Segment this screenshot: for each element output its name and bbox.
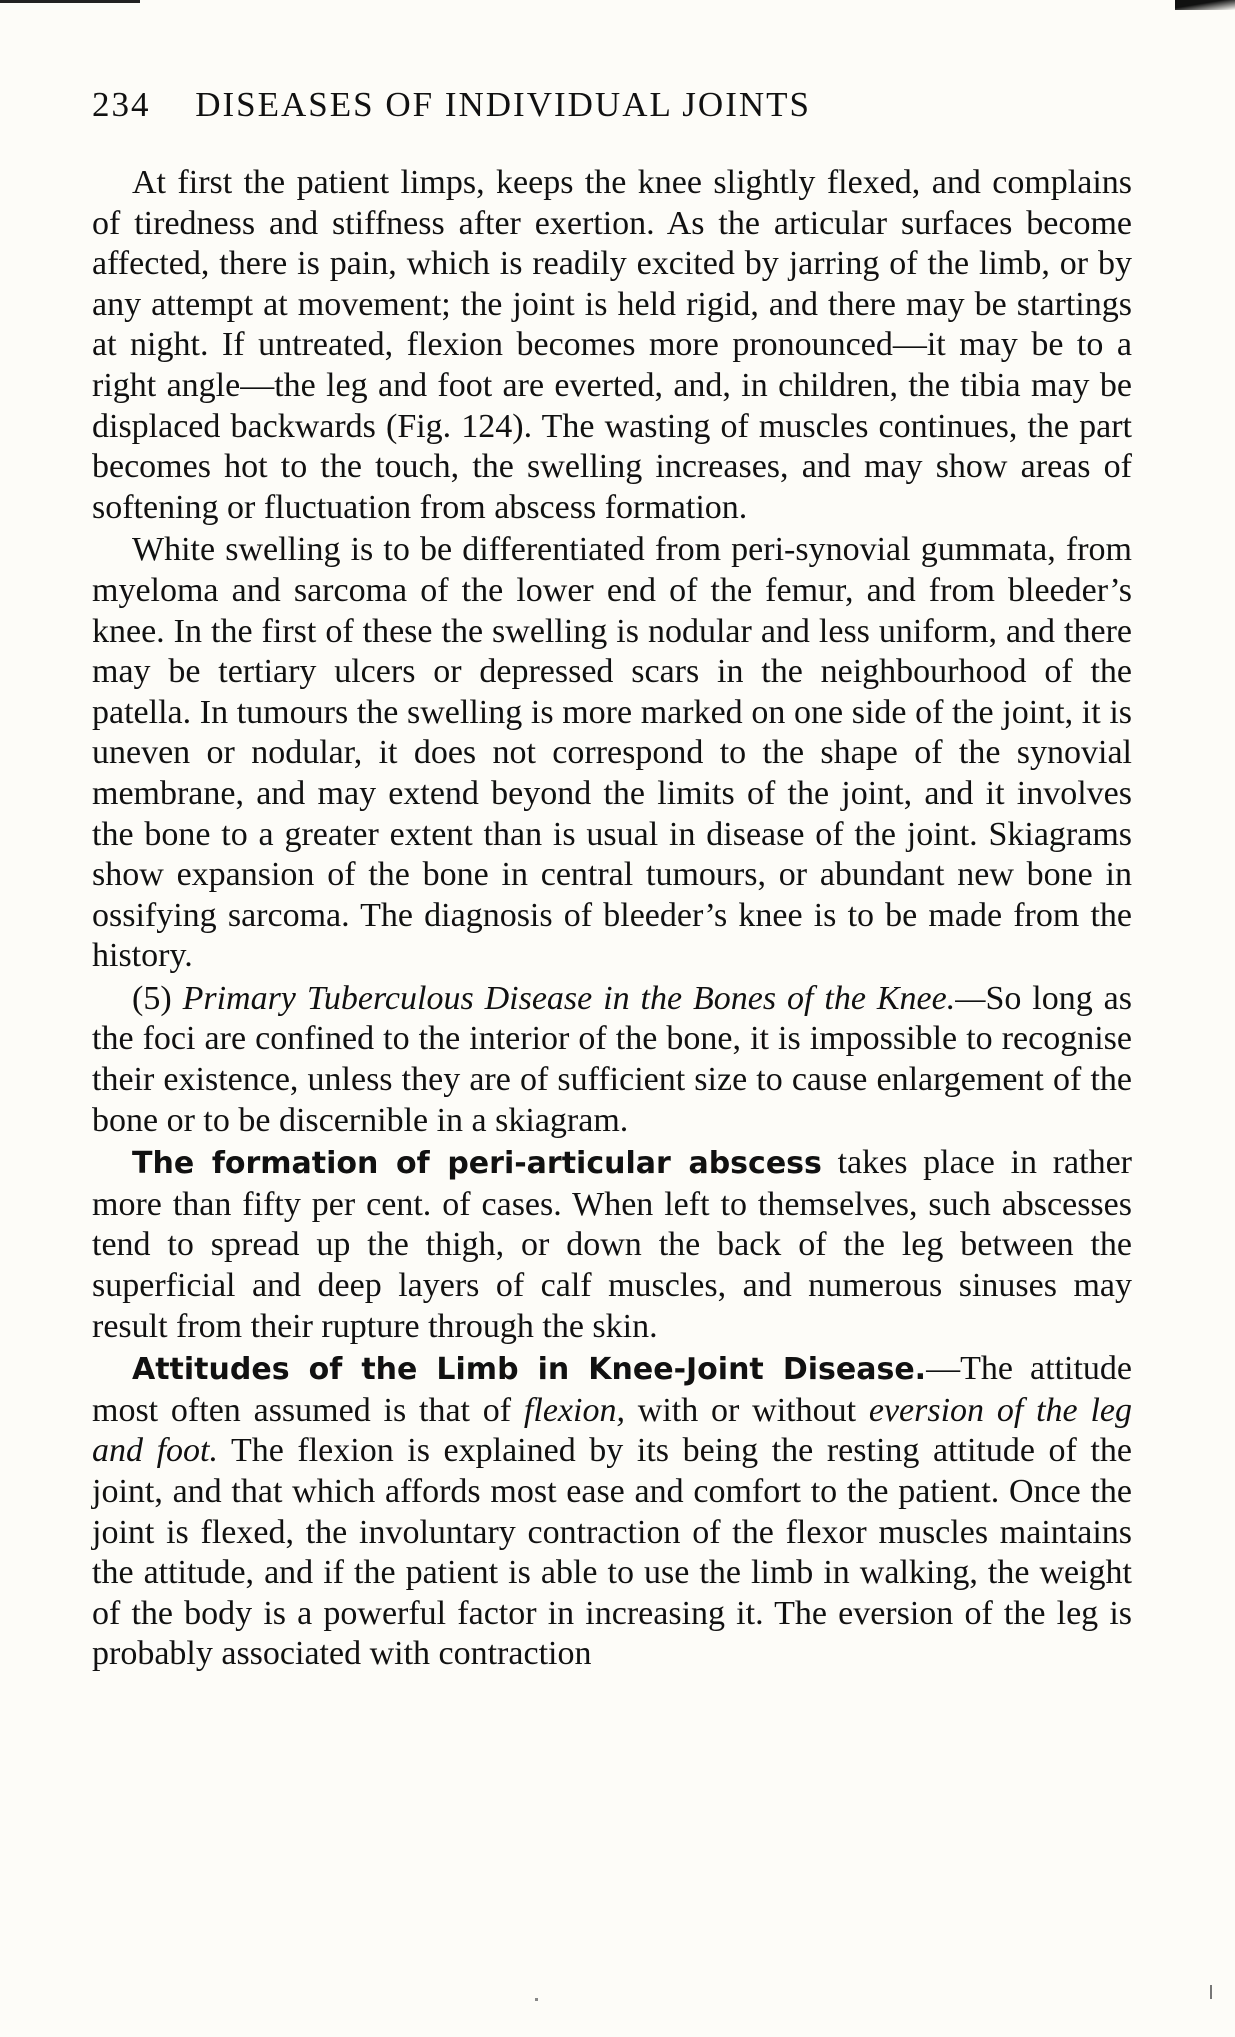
scan-edge-mark-right — [1175, 0, 1235, 10]
book-page — [92, 80, 1132, 1677]
emphasis-eversion: eversion of the leg and foot. — [92, 1391, 1132, 1470]
section-heading-abscess: The formation of peri-articular abscess — [132, 1146, 822, 1182]
emphasis-flexion: flexion, — [523, 1391, 625, 1429]
running-title: DISEASES OF INDIVIDUAL JOINTS — [195, 85, 811, 124]
paragraph-symptoms: At first the patient limps, keeps the knee slightly flexed, and complains of tiredness and stiffness after exertion. As the articular surfaces become affected, there is pain, which is readily excited by jarring of the limb, or by any attempt at movement; the joint is held rigid, and there may be startings at night. If untreated, flexion becomes more pronounced—it may be to a right angle—the leg and foot are everted, and, in children, the tibia may be displaced backwards (Fig. 124). The wasting of muscles continues, the part becomes hot to the touch, the swelling increases, and may show areas of softening or fluctuation from abscess formation. — [92, 164, 1132, 526]
paragraph-primary-bone-disease — [92, 979, 1132, 1141]
paragraph-body: takes place in rather more than fifty per cent. of cases. When left to themselves, such abscesses tend to spread up the thigh, or down the back of the leg between the superficial and deep layers of calf muscles, and numerous sinuses may result from their rupture through the skin. — [92, 1144, 1132, 1345]
paragraph-body-c: The flexion is explained by its being the resting attitude of the joint, and that which affords most ease and comfort to the patient. Once the joint is flexed, the involuntary contraction of the flexor muscles maintains the attitude, and if the patient is able to use the limb in walking, the weight of the body is a powerful factor in increasing it. The eversion of the leg is probably associated with contraction — [92, 1432, 1132, 1673]
page-number: 234 — [92, 85, 151, 124]
paragraph-periarticular-abscess — [92, 1143, 1132, 1347]
section-heading-primary-tuberculous: Primary Tuberculous Disease in the Bones of the Knee.— — [182, 979, 986, 1017]
print-speck — [535, 1998, 538, 2001]
section-number: (5) — [132, 979, 183, 1017]
section-heading-attitudes: Attitudes of the Limb in Knee-Joint Disease. — [132, 1352, 927, 1388]
scan-edge-mark-left — [0, 0, 140, 3]
paragraph-limb-attitudes — [92, 1349, 1132, 1675]
running-header — [92, 80, 1132, 130]
margin-tick-mark — [1210, 1985, 1212, 1999]
paragraph-differential-diagnosis: White swelling is to be differentiated from peri-synovial gummata, from myeloma and sarcoma of the lower end of the femur, and from bleeder’s knee. In the first of these the swelling is nodular and less uniform, and there may be tertiary ulcers or depressed scars in the neighbourhood of the patella. In tumours the swelling is more marked on one side of the joint, it is uneven or nodular, it does not correspond to the shape of the synovial membrane, and may extend beyond the limits of the joint, and it involves the bone to a greater extent than is usual in disease of the joint. Skiagrams show expansion of the bone in central tumours, or abundant new bone in ossifying sarcoma. The diagnosis of bleeder’s knee is to be made from the history. — [92, 531, 1132, 975]
paragraph-body-a: —The attitude most often assumed is that of — [92, 1350, 1132, 1429]
paragraph-body-b: with or without — [624, 1391, 869, 1429]
paragraph-body: So long as the foci are confined to the interior of the bone, it is impossible to recognise their existence, unless they are of sufficient size to cause enlargement of the bone or to be discernible in a skiagram. — [92, 979, 1132, 1139]
